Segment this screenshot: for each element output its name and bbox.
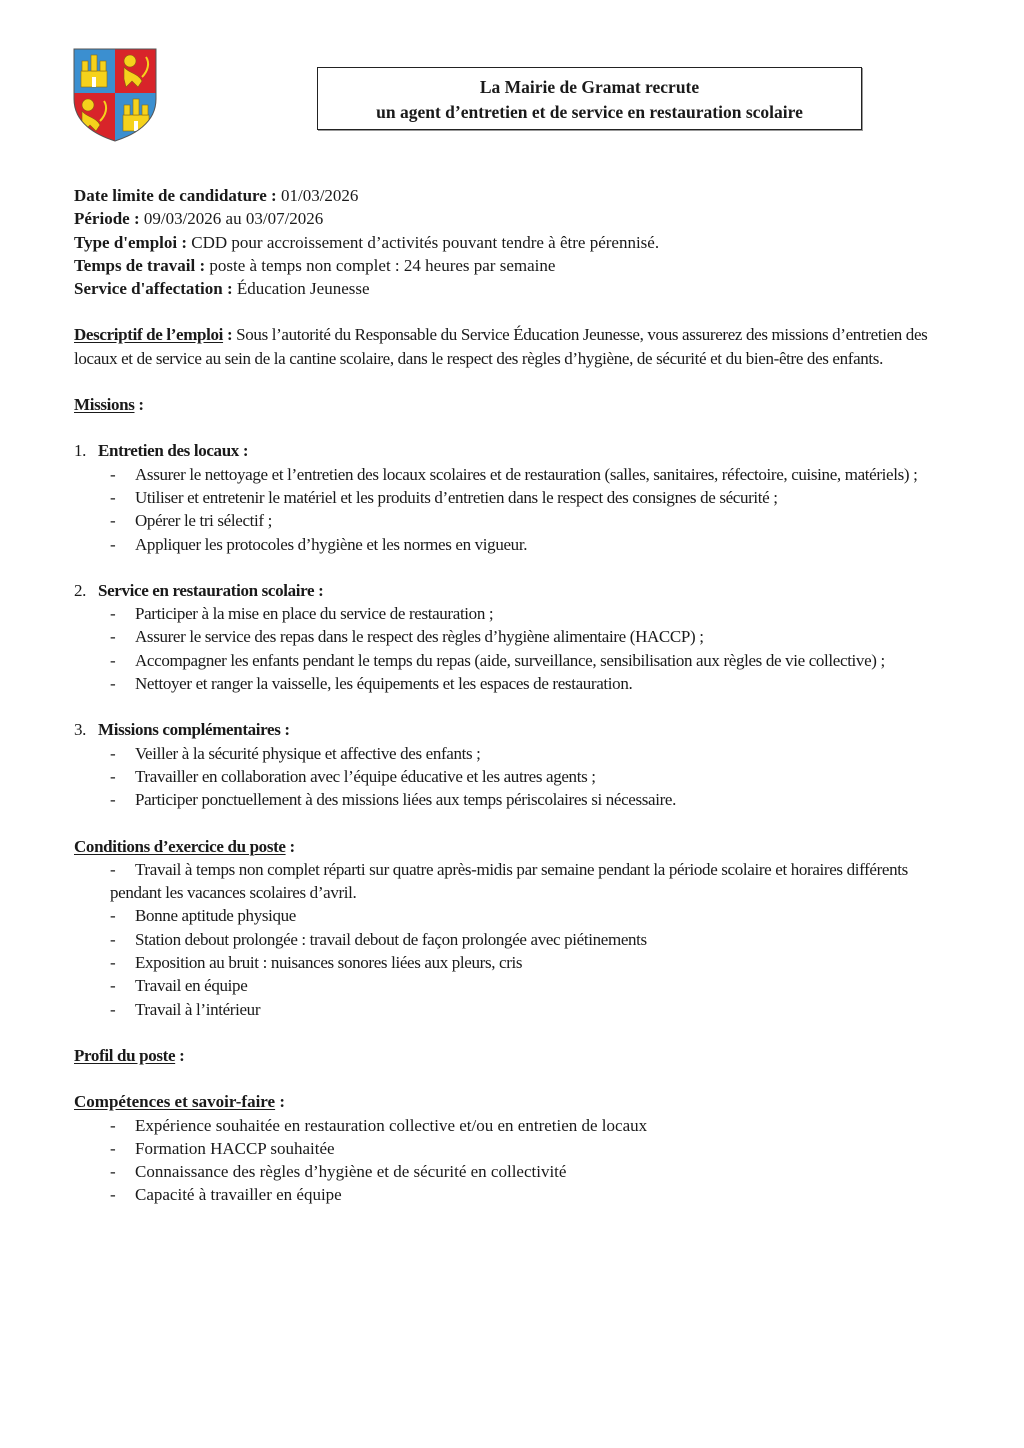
list-item: - Opérer le tri sélectif ; [110, 509, 954, 532]
field-label: Service d'affectation : [74, 279, 233, 299]
skills-heading: Compétences et savoir-faire [74, 1092, 276, 1112]
mission-title: Service en restauration scolaire : [98, 580, 324, 600]
field-department [74, 277, 954, 300]
list-item: - Expérience souhaitée en restauration collective et/ou en entretien de locaux [110, 1114, 954, 1137]
list-item: - Connaissance des règles d’hygiène et de sécurité en collectivité [110, 1160, 954, 1183]
mission-group-3 [74, 718, 954, 811]
mission-number: 1. [74, 441, 87, 461]
profile-section [74, 1044, 954, 1067]
title-line-2: un agent d’entretien et de service en restauration scolaire [376, 102, 803, 122]
conditions-heading: Conditions d’exercice du poste [74, 836, 286, 856]
list-item: - Travail à temps non complet réparti sur quatre après-midis par semaine pendant la période scolaire et horaires différents pendant les vacances scolaires d’avril. [110, 858, 954, 905]
heading-colon: : [275, 1092, 286, 1112]
field-value: poste à temps non complet : 24 heures par semaine [205, 255, 556, 275]
heading-colon: : [175, 1045, 185, 1065]
field-value: CDD pour accroissement d’activités pouvant tendre à être pérennisé. [187, 232, 660, 252]
list-item: - Bonne aptitude physique [110, 904, 954, 927]
mission-group-1 [74, 439, 954, 555]
field-value: 01/03/2026 [276, 186, 359, 205]
list-item: - Travail en équipe [110, 974, 954, 997]
field-label: Type d'emploi : [74, 232, 188, 252]
mission-group-2 [74, 579, 954, 695]
job-description [74, 323, 954, 370]
mission-number: 3. [74, 720, 87, 740]
field-label: Temps de travail : [74, 255, 206, 275]
profile-heading: Profil du poste [74, 1045, 176, 1065]
list-item: - Travailler en collaboration avec l’équipe éducative et les autres agents ; [110, 765, 954, 788]
heading-colon: : [134, 395, 144, 415]
job-fields [74, 184, 954, 300]
missions-heading: Missions [74, 395, 135, 415]
list-item: - Formation HACCP souhaitée [110, 1137, 954, 1160]
field-work-time [74, 254, 954, 277]
list-item: - Capacité à travailler en équipe [110, 1183, 954, 1206]
skills-section [74, 1090, 954, 1206]
list-item: - Nettoyer et ranger la vaisselle, les équipements et les espaces de restauration. [110, 672, 954, 695]
list-item: - Veiller à la sécurité physique et affective des enfants ; [110, 742, 954, 765]
coat-of-arms-icon [72, 47, 158, 143]
mission-title: Missions complémentaires : [98, 720, 290, 740]
description-heading: Descriptif de l’emploi [74, 325, 224, 345]
mission-number: 2. [74, 580, 87, 600]
field-deadline [74, 184, 954, 207]
field-value: Éducation Jeunesse [232, 279, 370, 299]
heading-colon: : [223, 325, 233, 345]
list-item: - Exposition au bruit : nuisances sonores liées aux pleurs, cris [110, 951, 954, 974]
field-job-type [74, 231, 954, 254]
field-label: Date limite de candidature : [74, 186, 277, 205]
list-item: - Station debout prolongée : travail debout de façon prolongée avec piétinements [110, 928, 954, 951]
field-period [74, 207, 954, 230]
list-item: - Assurer le service des repas dans le respect des règles d’hygiène alimentaire (HACCP) ; [110, 625, 954, 648]
list-item: - Travail à l’intérieur [110, 998, 954, 1021]
list-item: - Appliquer les protocoles d’hygiène et les normes en vigueur. [110, 533, 954, 556]
missions-section [74, 393, 954, 811]
title-line-1: La Mairie de Gramat recrute [479, 77, 700, 97]
field-value: 09/03/2026 au 03/07/2026 [139, 209, 324, 229]
conditions-section [74, 835, 954, 1021]
mission-title: Entretien des locaux : [98, 441, 249, 461]
list-item: - Participer à la mise en place du service de restauration ; [110, 602, 954, 625]
document-body [74, 184, 954, 1207]
heading-colon: : [285, 836, 295, 856]
title-box [317, 67, 862, 130]
list-item: - Accompagner les enfants pendant le temps du repas (aide, surveillance, sensibilisation aux règles de vie collective) ; [110, 649, 954, 672]
description-text: Sous l’autorité du Responsable du Service Éducation Jeunesse, vous assurerez des missions d’entretien des locaux et de service au sein de la cantine scolaire, dans le respect des règles d’hygiène, de sécurité et du bien-être des enfants. [74, 325, 928, 368]
list-item: - Participer ponctuellement à des missions liées aux temps périscolaires si nécessaire. [110, 788, 954, 811]
list-item: - Assurer le nettoyage et l’entretien des locaux scolaires et de restauration (salles, sanitaires, réfectoire, cuisine, matériels) ; [110, 463, 954, 486]
list-item: - Utiliser et entretenir le matériel et les produits d’entretien dans le respect des consignes de sécurité ; [110, 486, 954, 509]
field-label: Période : [74, 209, 140, 229]
